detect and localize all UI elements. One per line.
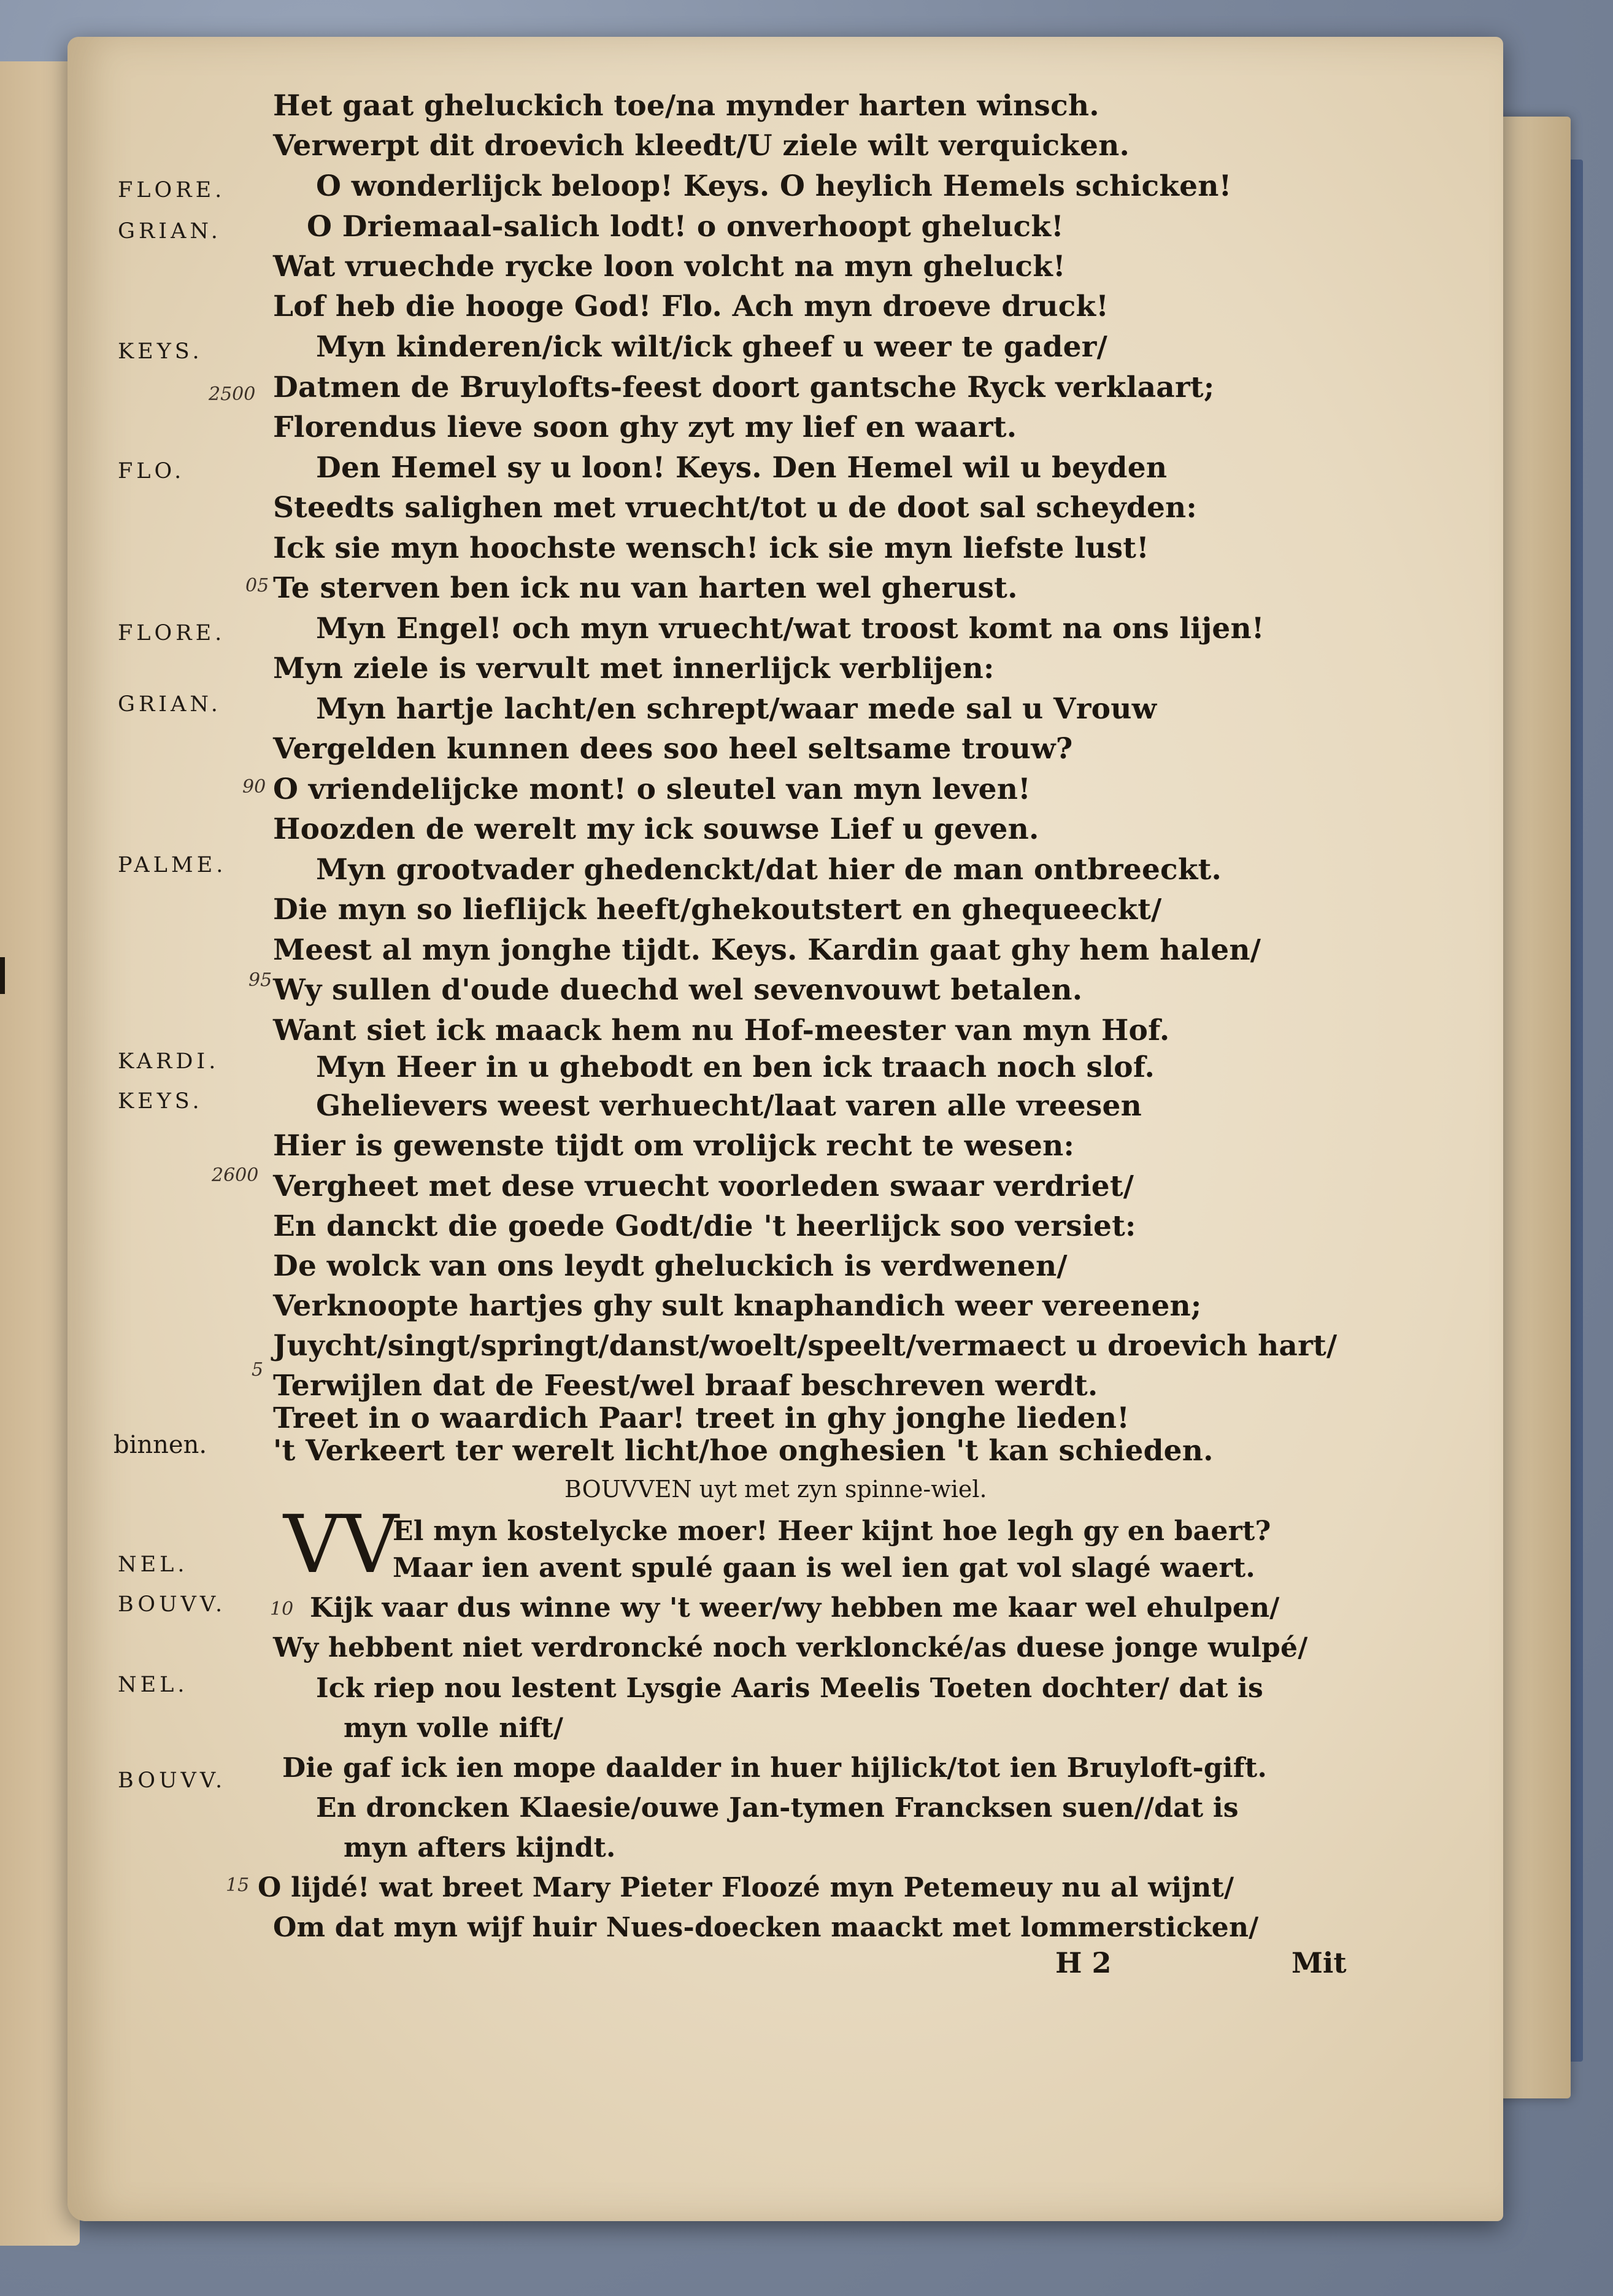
prose-line: myn afters kijndt. (344, 1832, 616, 1863)
speaker-label: FLORE. (118, 621, 226, 645)
verse-line: Juycht/singt/springt/danst/woelt/speelt/vermaect u droevich hart/ (273, 1329, 1338, 1363)
line-number: 90 (242, 776, 266, 798)
verse-line: Steedts salighen met vruecht/tot u de doot sal scheyden: (273, 491, 1197, 525)
verse-line: Den Hemel sy u loon! Keys. Den Hemel wil u beyden (316, 451, 1168, 485)
verse-line: O Driemaal-salich lodt! o onverhoopt gheluck! (307, 210, 1064, 244)
drop-capital: VV (283, 1498, 399, 1591)
verse-line: Hier is gewenste tijdt om vrolijck recht te wesen: (273, 1129, 1075, 1163)
prose-line: Wy hebbent niet verdroncké noch verkloncké/as duese jonge wulpé/ (273, 1632, 1308, 1663)
stage-exit-note: binnen. (114, 1431, 207, 1459)
line-number: 95 (248, 969, 272, 991)
speaker-label: PALME. (118, 853, 227, 877)
verse-line: Ghelievers weest verhuecht/laat varen alle vreesen (316, 1089, 1142, 1123)
speaker-label: KEYS. (118, 1089, 203, 1114)
speaker-label: GRIAN. (118, 219, 221, 244)
prose-line: myn volle nift/ (344, 1712, 564, 1744)
verse-line: Verknoopte hartjes ghy sult knaphandich weer vereenen; (273, 1289, 1202, 1323)
line-number: 10 (270, 1598, 294, 1620)
prose-line: En droncken Klaesie/ouwe Jan-tymen Francksen suen//dat is (316, 1792, 1239, 1824)
verse-line: Meest al myn jonghe tijdt. Keys. Kardin gaat ghy hem halen/ (273, 933, 1261, 967)
verse-line: Myn Heer in u ghebodt en ben ick traach noch slof. (316, 1050, 1155, 1084)
speaker-label: FLORE. (118, 178, 226, 202)
verse-line: Die myn so lieflijck heeft/ghekoutstert en ghequeeckt/ (273, 893, 1162, 926)
verse-line: Ick sie myn hoochste wensch! ick sie myn liefste lust! (273, 531, 1150, 565)
line-number: 05 (245, 575, 269, 596)
prose-line: O lijdé! wat breet Mary Pieter Floozé myn Petemeuy nu al wijnt/ (258, 1872, 1234, 1903)
catchword: Mit (1292, 1946, 1347, 1979)
speaker-label: KEYS. (118, 339, 203, 364)
prose-line: El myn kostelycke moer! Heer kijnt hoe legh gy en baert? (393, 1516, 1271, 1547)
speaker-label: GRIAN. (118, 692, 221, 717)
verse-line: Verwerpt dit droevich kleedt/U ziele wilt verquicken. (273, 129, 1130, 163)
verse-line: O vriendelijcke mont! o sleutel van myn leven! (273, 772, 1031, 806)
prose-line: Maar ien avent spulé gaan is wel ien gat vol slagé waert. (393, 1552, 1255, 1584)
verse-line: Myn hartje lacht/en schrept/waar mede sal u Vrouw (316, 692, 1157, 726)
signature-mark: H 2 (1055, 1946, 1112, 1979)
speaker-label: FLO. (118, 459, 185, 483)
line-number: 2500 (209, 383, 256, 405)
verse-line: Terwijlen dat de Feest/wel braaf beschreven werdt. (273, 1369, 1098, 1403)
verse-line: Hoozden de werelt my ick souwse Lief u geven. (273, 812, 1039, 846)
speaker-label: NEL. (118, 1552, 188, 1577)
prose-line: Kijk vaar dus winne wy 't weer/wy hebben me kaar wel ehulpen/ (310, 1592, 1280, 1624)
verse-line: Het gaat gheluckich toe/na mynder harten winsch. (273, 89, 1099, 123)
verse-line: 't Verkeert ter werelt licht/hoe onghesien 't kan schieden. (273, 1434, 1214, 1468)
speaker-label: BOUVV. (118, 1768, 226, 1793)
verse-line: Treet in o waardich Paar! treet in ghy jonghe lieden! (273, 1401, 1130, 1435)
verse-line: Myn Engel! och myn vruecht/wat troost komt na ons lijen! (316, 612, 1265, 645)
verse-line: Datmen de Bruylofts-feest doort gantsche Ryck verklaart; (273, 371, 1215, 404)
prose-line: Ick riep nou lestent Lysgie Aaris Meelis Toeten dochter/ dat is (316, 1673, 1264, 1704)
verse-line: De wolck van ons leydt gheluckich is verdwenen/ (273, 1249, 1068, 1283)
verse-line: Myn grootvader ghedenckt/dat hier de man ontbreeckt. (316, 853, 1222, 887)
verse-line: Wy sullen d'oude duechd wel sevenvouwt betalen. (273, 973, 1083, 1007)
line-number: 5 (252, 1359, 264, 1381)
line-number: 2600 (212, 1165, 259, 1186)
prose-line: Om dat myn wijf huir Nues-doecken maackt met lommersticken/ (273, 1912, 1259, 1943)
verse-line: En danckt die goede Godt/die 't heerlijck soo versiet: (273, 1209, 1136, 1243)
speaker-label: KARDI. (118, 1049, 220, 1074)
stage-direction: BOUVVEN uyt met zyn spinne-wiel. (564, 1476, 987, 1503)
verse-line: Florendus lieve soon ghy zyt my lief en waart. (273, 410, 1017, 444)
speaker-label: NEL. (118, 1673, 188, 1697)
verse-line: Vergelden kunnen dees soo heel seltsame trouw? (273, 732, 1073, 766)
speaker-label: BOUVV. (118, 1592, 226, 1617)
prose-line: Die gaf ick ien mope daalder in huer hijlick/tot ien Bruyloft-gift. (282, 1752, 1267, 1784)
verse-line: Myn ziele is vervult met innerlijck verblijen: (273, 652, 995, 685)
verse-line: Wat vruechde rycke loon volcht na myn gheluck! (273, 250, 1066, 283)
margin-mark (0, 957, 5, 994)
verse-line: Te sterven ben ick nu van harten wel gherust. (273, 571, 1018, 605)
verse-line: O wonderlijck beloop! Keys. O heylich Hemels schicken! (316, 169, 1232, 203)
verse-line: Myn kinderen/ick wilt/ick gheef u weer te gader/ (316, 330, 1108, 364)
verse-line: Lof heb die hooge God! Flo. Ach myn droeve druck! (273, 290, 1109, 323)
line-number: 15 (226, 1874, 250, 1896)
verse-line: Vergheet met dese vruecht voorleden swaar verdriet/ (273, 1169, 1134, 1203)
verse-line: Want siet ick maack hem nu Hof-meester van myn Hof. (273, 1014, 1170, 1047)
